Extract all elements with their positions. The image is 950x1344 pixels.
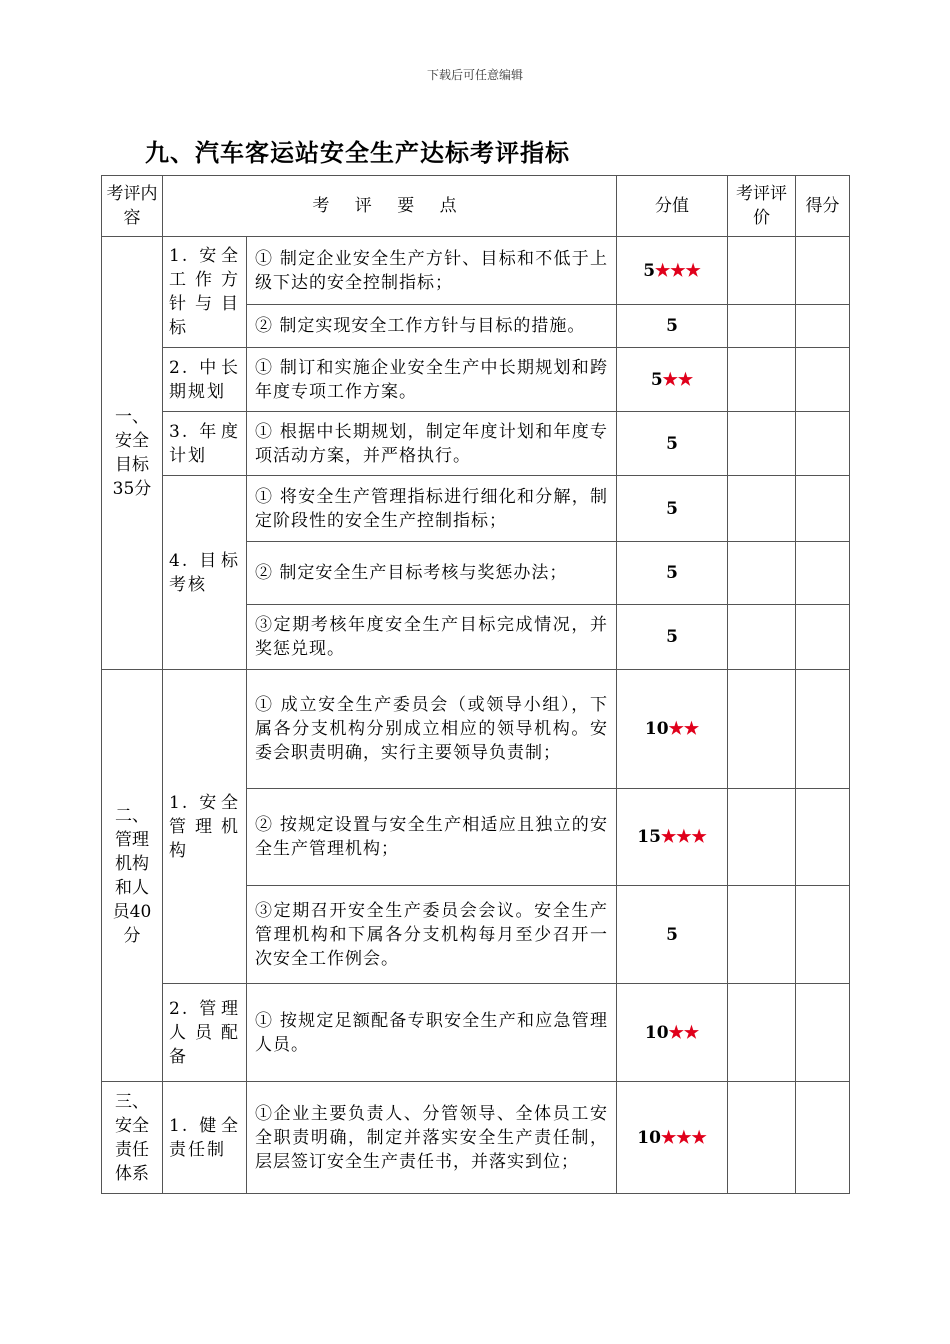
table-row <box>102 348 850 412</box>
result-cell <box>796 984 850 1082</box>
table-row <box>102 984 850 1082</box>
header-score: 分值 <box>617 176 728 237</box>
evaluation-cell <box>728 984 796 1082</box>
point-cell: ② 制定安全生产目标考核与奖惩办法； <box>247 542 617 605</box>
score-value: 15 <box>637 827 661 847</box>
score-value: 5 <box>666 627 678 647</box>
evaluation-cell <box>728 670 796 789</box>
score-value: 5 <box>643 260 656 281</box>
item-cell: 1. 安全工作方针与目标 <box>163 237 247 348</box>
result-cell <box>796 348 850 412</box>
item-cell: 4. 目标考核 <box>163 476 247 670</box>
table-row <box>102 237 850 305</box>
score-cell <box>617 412 728 476</box>
score-value: 10 <box>644 719 669 739</box>
point-cell: ① 成立安全生产委员会（或领导小组），下属各分支机构分别成立相应的领导机构。安委会职责明确，实行主要领导负责制； <box>247 670 617 789</box>
star-rating: ★★ <box>668 719 700 739</box>
item-cell: 1. 安全管理机构 <box>163 670 247 984</box>
table-row <box>102 476 850 542</box>
star-rating: ★★ <box>668 1022 700 1043</box>
star-rating: ★★★ <box>660 1127 707 1148</box>
score-cell <box>617 348 728 412</box>
point-cell: ① 制定企业安全生产方针、目标和不低于上级下达的安全控制指标； <box>247 237 617 305</box>
score-value: 10 <box>644 1022 669 1043</box>
section-cell: 三、安全责任体系 <box>102 1082 163 1194</box>
section-cell: 一、安全目标35分 <box>102 237 163 670</box>
evaluation-cell <box>728 605 796 670</box>
evaluation-cell <box>728 348 796 412</box>
table-header-row <box>102 176 850 237</box>
evaluation-cell <box>728 305 796 348</box>
result-cell <box>796 670 850 789</box>
header-result: 得分 <box>796 176 850 237</box>
score-value: 5 <box>666 316 678 336</box>
point-cell: ① 按规定足额配备专职安全生产和应急管理人员。 <box>247 984 617 1082</box>
score-cell <box>617 1082 728 1194</box>
point-cell: ② 按规定设置与安全生产相适应且独立的安全生产管理机构； <box>247 789 617 886</box>
table-row <box>102 670 850 789</box>
document-title: 九、汽车客运站安全生产达标考评指标 <box>145 139 570 167</box>
item-cell: 2. 中长期规划 <box>163 348 247 412</box>
star-rating: ★★ <box>662 369 694 390</box>
star-rating: ★★★ <box>655 260 701 281</box>
score-cell <box>617 984 728 1082</box>
header-evaluation: 考评评价 <box>728 176 796 237</box>
score-value: 5 <box>666 498 678 519</box>
page-header-note: 下载后可任意编辑 <box>426 68 523 82</box>
evaluation-cell <box>728 476 796 542</box>
result-cell <box>796 476 850 542</box>
table-row <box>102 412 850 476</box>
evaluation-cell <box>728 1082 796 1194</box>
score-cell <box>617 789 728 886</box>
score-cell <box>617 237 728 305</box>
evaluation-cell <box>728 789 796 886</box>
score-value: 5 <box>650 369 663 390</box>
evaluation-cell <box>728 412 796 476</box>
result-cell <box>796 412 850 476</box>
result-cell <box>796 605 850 670</box>
evaluation-cell <box>728 542 796 605</box>
point-cell: ① 将安全生产管理指标进行细化和分解，制定阶段性的安全生产控制指标； <box>247 476 617 542</box>
result-cell <box>796 542 850 605</box>
score-cell <box>617 605 728 670</box>
item-cell: 1. 健全责任制 <box>163 1082 247 1194</box>
result-cell <box>796 1082 850 1194</box>
result-cell <box>796 789 850 886</box>
score-cell <box>617 670 728 789</box>
item-cell: 2. 管理人员配备 <box>163 984 247 1082</box>
point-cell: ① 制订和实施企业安全生产中长期规划和跨年度专项工作方案。 <box>247 348 617 412</box>
result-cell <box>796 886 850 984</box>
section-cell: 二、管理机构和人员40分 <box>102 670 163 1082</box>
score-value: 5 <box>666 433 678 454</box>
score-cell <box>617 476 728 542</box>
item-cell: 3. 年度计划 <box>163 412 247 476</box>
result-cell <box>796 237 850 305</box>
score-cell <box>617 542 728 605</box>
point-cell: ①企业主要负责人、分管领导、全体员工安全职责明确，制定并落实安全生产责任制，层层签订安全生产责任书，并落实到位； <box>247 1082 617 1194</box>
point-cell: ① 根据中长期规划，制定年度计划和年度专项活动方案，并严格执行。 <box>247 412 617 476</box>
header-points: 考 评 要 点 <box>163 176 617 237</box>
star-rating: ★★★ <box>660 827 707 847</box>
evaluation-table <box>101 175 850 1194</box>
evaluation-cell <box>728 886 796 984</box>
point-cell: ③定期考核年度安全生产目标完成情况，并奖惩兑现。 <box>247 605 617 670</box>
evaluation-cell <box>728 237 796 305</box>
point-cell: ② 制定实现安全工作方针与目标的措施。 <box>247 305 617 348</box>
point-cell: ③定期召开安全生产委员会会议。安全生产管理机构和下属各分支机构每月至少召开一次安全工作例会。 <box>247 886 617 984</box>
score-value: 10 <box>637 1127 661 1148</box>
header-content: 考评内容 <box>102 176 163 237</box>
table-row <box>102 1082 850 1194</box>
score-value: 5 <box>666 924 678 945</box>
score-cell <box>617 305 728 348</box>
result-cell <box>796 305 850 348</box>
score-value: 5 <box>666 563 678 583</box>
score-cell <box>617 886 728 984</box>
